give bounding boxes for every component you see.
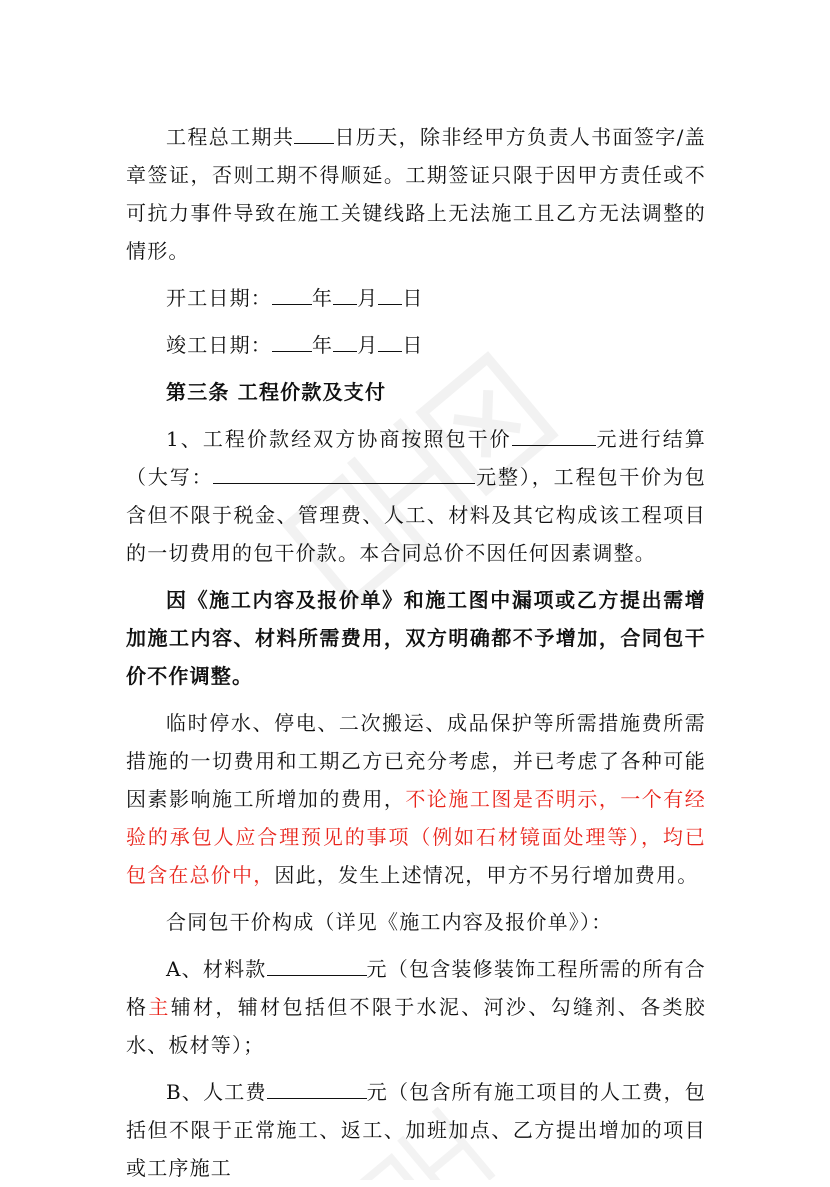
duration-clause: 工程总工期共 日历天，除非经甲方负责人书面签字/盖章签证，否则工期不得顺延。工期签证只限于因甲方责任或不可抗力事件导致在施工关键线路上无法施工且乙方无法调整的情形。 (126, 118, 706, 270)
document-body (126, 118, 706, 1187)
start-year-blank[interactable] (272, 282, 312, 305)
finish-day-blank[interactable] (378, 329, 402, 352)
finish-year-blank[interactable] (272, 329, 312, 352)
lump-sum-price-blank[interactable] (512, 423, 596, 446)
labor-cost-blank[interactable] (267, 1076, 367, 1099)
material-cost-blank[interactable] (267, 953, 367, 976)
labor-cost-item: B、人工费 元（包含所有施工项目的人工费，包括但不限于正常施工、返工、加班加点、乙方提出增加的项目或工序施工 (126, 1073, 706, 1187)
measures-clause: 临时停水、停电、二次搬运、成品保护等所需措施费所需措施的一切费用和工期乙方已充分考虑，并已考虑了各种可能因素影响施工所增加的费用，不论施工图是否明示，一个有经验的承包人应合理预见的事项（例如石材镜面处理等），均已包含在总价中，因此，发生上述情况，甲方不另行增加费用。 (126, 711, 706, 887)
section-title: 第三条 工程价款及支付 (166, 380, 387, 404)
start-date-line: 开工日期： 年 月 日 (126, 279, 706, 317)
finish-month-blank[interactable] (333, 329, 357, 352)
price-clause: 1、工程价款经双方协商按照包干价 元进行结算（大写： 元整），工程包干价为包含但不限于税金、管理费、人工、材料及其它构成该工程项目的一切费用的包干价款。本合同总价不因任何因素调整。 (126, 420, 706, 572)
no-adjustment-clause: 因《施工内容及报价单》和施工图中漏项或乙方提出需增加施工内容、材料所需费用，双方明确都不予增加，合同包干价不作调整。 (126, 588, 706, 688)
start-month-blank[interactable] (333, 282, 357, 305)
price-in-words-blank[interactable] (213, 461, 475, 484)
composition-intro: 合同包干价构成（详见《施工内容及报价单》）： (166, 910, 613, 934)
start-day-blank[interactable] (378, 282, 402, 305)
total-days-blank[interactable] (294, 121, 334, 144)
highlighted-text: 不论施工图是否明示，一个有经验的承包人应合理预见的事项（例如石材镜面处理等），均已包含在总价中， (126, 787, 706, 887)
material-cost-item: A、材料款 元（包含装修装饰工程所需的所有合格主辅材，辅材包括但不限于水泥、河沙、勾缝剂、各类胶水、板材等）； (126, 950, 706, 1064)
finish-date-line: 竣工日期： 年 月 日 (126, 326, 706, 364)
